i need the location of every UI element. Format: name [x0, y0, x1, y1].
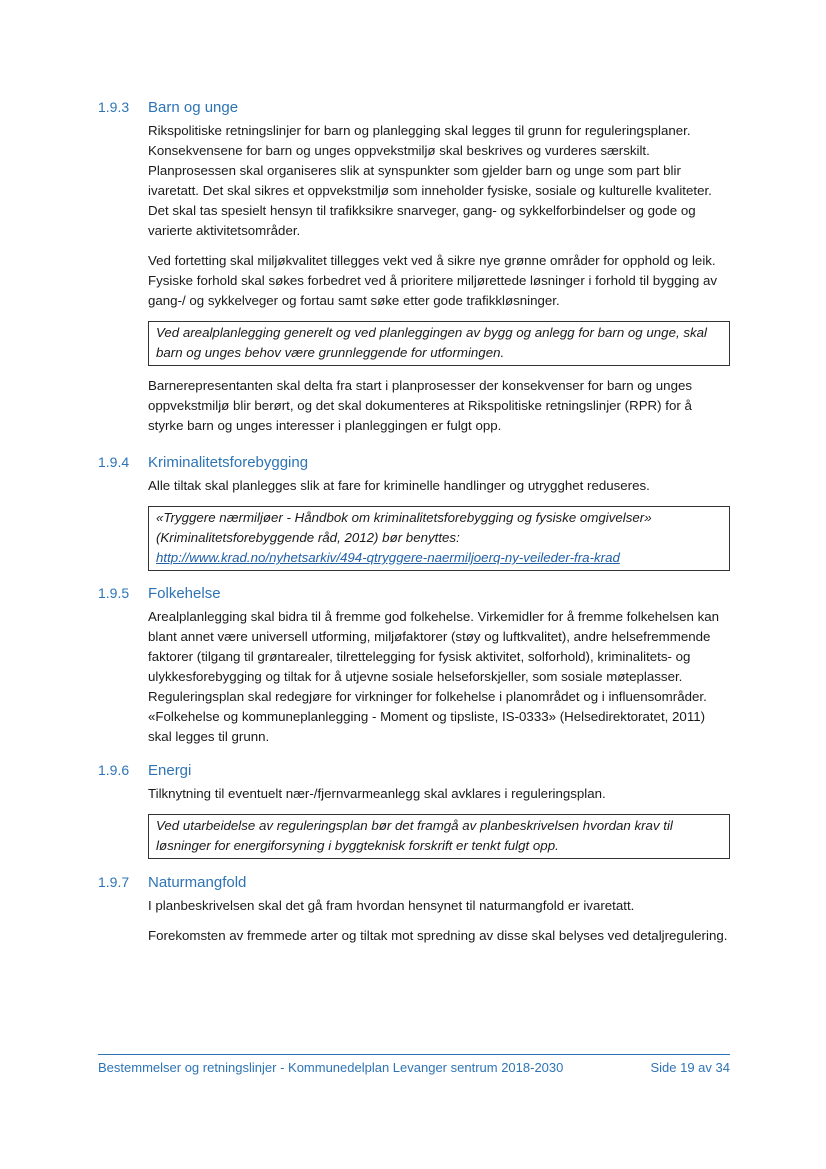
section-title: Barn og unge [148, 99, 239, 116]
guideline-box: Ved arealplanlegging generelt og ved planleggingen av bygg og anlegg for barn og unge, skal barn og unges behov være grunnleggende for utformingen. [148, 321, 730, 366]
section-kriminalitetsforebygging [98, 454, 730, 581]
section-number: 1.9.7 [98, 874, 130, 890]
footer-document-title: Bestemmelser og retningslinjer - Kommunedelplan Levanger sentrum 2018-2030 [98, 1060, 564, 1075]
section-heading [98, 454, 730, 476]
paragraph: Alle tiltak skal planlegges slik at fare for kriminelle handlinger og utrygghet reduseres. [148, 478, 650, 493]
paragraph: Rikspolitiske retningslinjer for barn og planlegging skal legges til grunn for reguleringsplaner. Konsekvensene for barn og unges oppvekstmiljø skal beskrives og vurderes særskilt. Planprosessen skal organiseres slik at synspunkter som gjelder barn og unge som part blir ivaretatt. Det skal sikres et oppvekstmiljø som inneholder fysiske, sosiale og kulturelle kvaliteter. Det skal tas spesielt hensyn til trafikksikre snarveger, gang- og sykkelforbindelser og gode og varierte aktivitetsområder. [148, 123, 712, 238]
section-heading [98, 874, 730, 896]
section-energi [98, 762, 730, 869]
section-naturmangfold [98, 874, 730, 956]
paragraph: Ved fortetting skal miljøkvalitet tillegges vekt ved å sikre nye grønne områder for opphold og leik. Fysiske forhold skal søkes forbedret ved å prioritere miljørettede løsninger i forhold til bygging av gang-/ og sykkelveger og fortau samt søke etter gode trafikkløsninger. [148, 253, 718, 308]
guideline-text: «Tryggere nærmiljøer - Håndbok om kriminalitetsforebygging og fysiske omgivelser» (Kriminalitetsforebyggende råd, 2012) bør benyttes: [156, 510, 652, 545]
section-title: Kriminalitetsforebygging [148, 454, 309, 471]
section-title: Energi [148, 762, 192, 779]
section-barn-og-unge [98, 99, 730, 446]
section-heading [98, 99, 730, 121]
section-number: 1.9.3 [98, 99, 130, 115]
paragraph: Barnerepresentanten skal delta fra start i planprosesser der konsekvenser for barn og unges oppvekstmiljø blir berørt, og det skal dokumenteres at Rikspolitiske retningslinjer (RPR) for å styrke barn og unges interesser i planleggingen er fulgt opp. [148, 378, 693, 433]
guideline-box: Ved utarbeidelse av reguleringsplan bør det framgå av planbeskrivelsen hvordan krav til løsninger for energiforsyning i byggteknisk forskrift er tenkt fulgt opp. [148, 814, 730, 859]
page-footer [98, 1054, 730, 1075]
section-title: Naturmangfold [148, 874, 247, 891]
section-heading [98, 762, 730, 784]
section-heading [98, 585, 730, 607]
paragraph: I planbeskrivelsen skal det gå fram hvordan hensynet til naturmangfold er ivaretatt. [148, 898, 635, 913]
krad-link[interactable]: http://www.krad.no/nyhetsarkiv/494-qtryggere-naermiljoerq-ny-veileder-fra-krad [156, 550, 620, 565]
paragraph: Tilknytning til eventuelt nær-/fjernvarmeanlegg skal avklares i reguleringsplan. [148, 786, 606, 801]
section-number: 1.9.4 [98, 454, 130, 470]
guideline-box [148, 506, 730, 571]
section-number: 1.9.5 [98, 585, 130, 601]
section-title: Folkehelse [148, 585, 221, 602]
section-number: 1.9.6 [98, 762, 130, 778]
paragraph: Forekomsten av fremmede arter og tiltak mot spredning av disse skal belyses ved detaljregulering. [148, 928, 728, 943]
page-number: Side 19 av 34 [650, 1060, 730, 1075]
paragraph: Arealplanlegging skal bidra til å fremme god folkehelse. Virkemidler for å fremme folkehelsen kan blant annet være universell utforming, miljøfaktorer (støy og luftkvalitet), andre helsefremmende faktorer (tilgang til grøntarealer, tilrettelegging for fysisk aktivitet, solforhold), kriminalitets- og ulykkesforebygging og tiltak for å utjevne sosiale helseforskjeller, som sosiale møteplasser. Reguleringsplan skal redegjøre for virkninger for folkehelse i planområdet og i influensområder. «Folkehelse og kommuneplanlegging - Moment og tipsliste, IS-0333» (Helsedirektoratet, 2011) skal legges til grunn. [148, 609, 720, 744]
section-folkehelse [98, 585, 730, 757]
